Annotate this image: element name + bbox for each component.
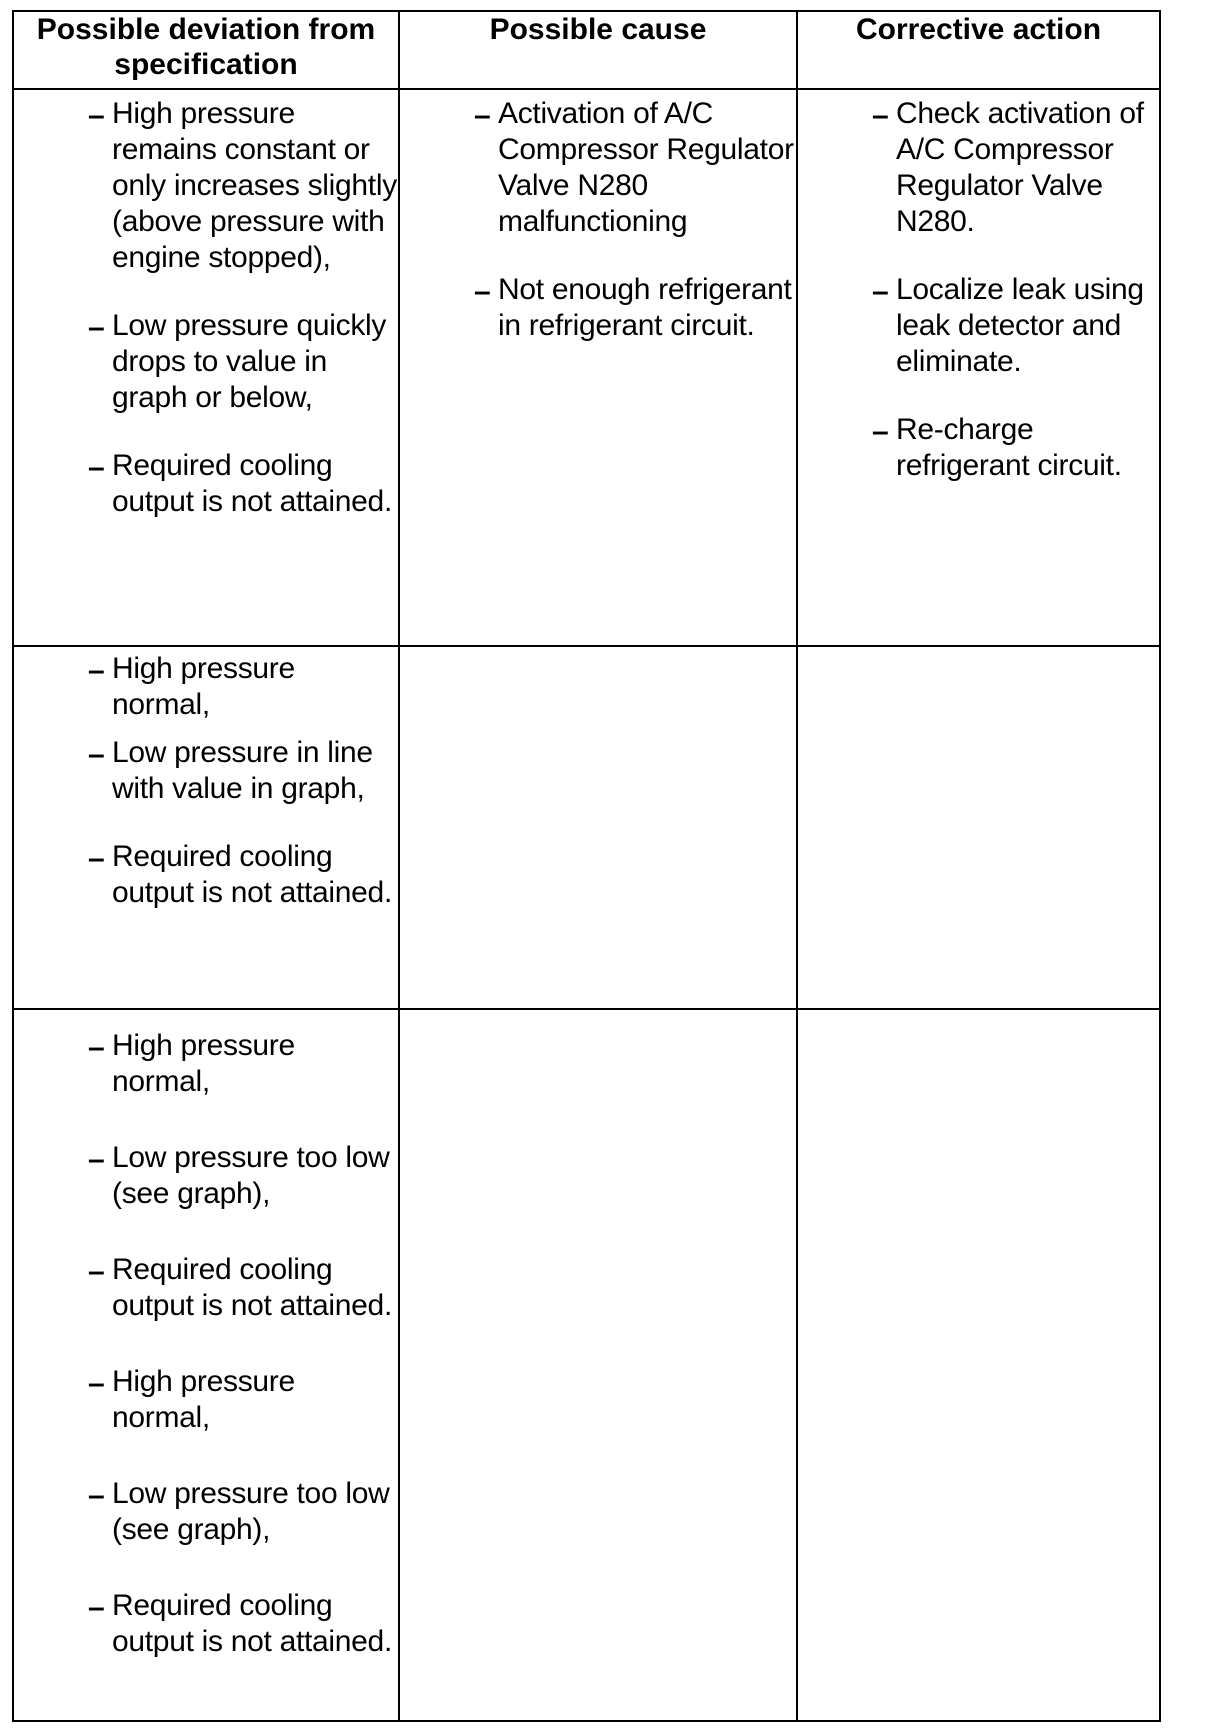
bullet-dash: –: [88, 1479, 105, 1512]
list-item: [14, 1588, 398, 1660]
bullet-dash: –: [88, 1143, 105, 1176]
bullet-dash: –: [88, 99, 105, 132]
list-item: [798, 96, 1159, 240]
list-item: [400, 272, 796, 344]
table-row: [13, 646, 1160, 1009]
list-item: [798, 272, 1159, 380]
item-text: Re-charge refrigerant circuit.: [896, 413, 1122, 482]
item-text: Required cooling output is not attained.: [112, 840, 392, 909]
item-text: Required cooling output is not attained.: [112, 449, 392, 518]
bullet-dash: –: [88, 738, 105, 771]
item-text: Low pressure too low (see graph),: [112, 1477, 390, 1546]
deviation-cell: [13, 89, 399, 646]
list-item: [14, 839, 398, 911]
header-action: Corrective action: [797, 11, 1160, 89]
list-item: [14, 1140, 398, 1212]
bullet-dash: –: [88, 654, 105, 687]
list-item: [14, 1476, 398, 1548]
table-row: [13, 1009, 1160, 1721]
bullet-dash: –: [872, 99, 889, 132]
item-text: Low pressure quickly drops to value in graph or below,: [112, 309, 387, 414]
item-text: Low pressure in line with value in graph,: [112, 736, 373, 805]
deviation-cell: [13, 646, 399, 1009]
item-text: Required cooling output is not attained.: [112, 1253, 392, 1322]
item-text: Not enough refrigerant in refrigerant circuit.: [498, 273, 792, 342]
list-item: [14, 651, 398, 723]
bullet-dash: –: [88, 1255, 105, 1288]
item-text: High pressure remains constant or only increases slightly (above pressure with engine stopped),: [112, 97, 397, 274]
cause-cell: [399, 89, 797, 646]
document-page: [12, 10, 1159, 1718]
bullet-dash: –: [474, 99, 491, 132]
item-text: High pressure normal,: [112, 1029, 295, 1098]
item-text: Check activation of A/C Compressor Regulator Valve N280.: [896, 97, 1144, 238]
table-header-row: [13, 11, 1160, 89]
header-deviation: Possible deviation from specification: [13, 11, 399, 89]
list-item: [798, 412, 1159, 484]
item-text: Activation of A/C Compressor Regulator Valve N280 malfunctioning: [498, 97, 794, 238]
bullet-dash: –: [474, 275, 491, 308]
bullet-dash: –: [872, 415, 889, 448]
item-text: High pressure normal,: [112, 652, 295, 721]
list-item: [14, 448, 398, 520]
list-item: [14, 308, 398, 416]
bullet-dash: –: [88, 311, 105, 344]
list-item: [14, 735, 398, 807]
item-text: Localize leak using leak detector and eliminate.: [896, 273, 1144, 378]
list-item: [14, 1364, 398, 1436]
action-cell: [797, 646, 1160, 1009]
deviation-cell: [13, 1009, 399, 1721]
item-text: High pressure normal,: [112, 1365, 295, 1434]
bullet-dash: –: [88, 1031, 105, 1064]
cause-cell: [399, 1009, 797, 1721]
list-item: [14, 1252, 398, 1324]
bullet-dash: –: [88, 842, 105, 875]
diagnosis-table: [12, 10, 1161, 1722]
list-item: [14, 96, 398, 276]
item-text: Required cooling output is not attained.: [112, 1589, 392, 1658]
table-row: [13, 89, 1160, 646]
action-cell: [797, 1009, 1160, 1721]
bullet-dash: –: [872, 275, 889, 308]
bullet-dash: –: [88, 1591, 105, 1624]
list-item: [400, 96, 796, 240]
bullet-dash: –: [88, 451, 105, 484]
cause-cell: [399, 646, 797, 1009]
bullet-dash: –: [88, 1367, 105, 1400]
item-text: Low pressure too low (see graph),: [112, 1141, 390, 1210]
list-item: [14, 1028, 398, 1100]
action-cell: [797, 89, 1160, 646]
header-cause: Possible cause: [399, 11, 797, 89]
